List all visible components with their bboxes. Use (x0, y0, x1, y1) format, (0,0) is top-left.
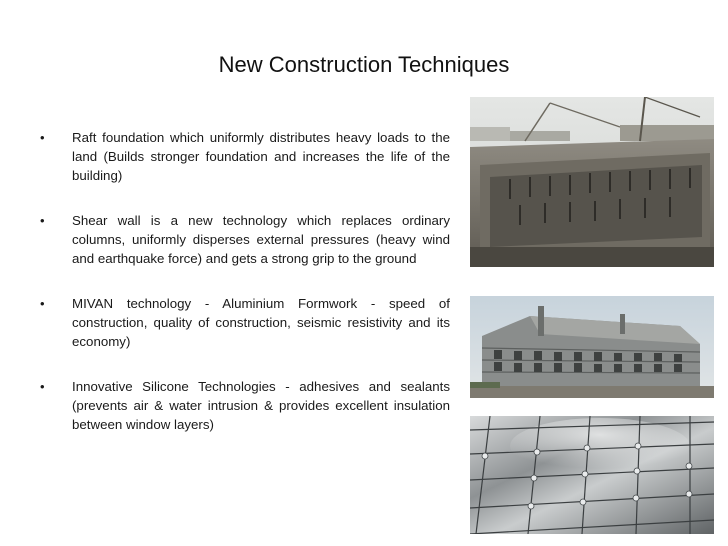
bullet-text: Shear wall is a new technology which replaces ordinary columns, uniformly disperses external pressures (heavy wind and earthquake force) and gets a strong grip to the ground (72, 213, 450, 266)
bullet-glyph: • (40, 213, 45, 228)
bullet-glyph: • (40, 130, 45, 145)
bullet-text: Raft foundation which uniformly distributes heavy loads to the land (Builds stronger foundation and increases the life of the building) (72, 130, 450, 183)
bullet-text: Innovative Silicone Technologies - adhesives and sealants (prevents air & water intrusion & provides excellent insulation between window layers) (72, 379, 450, 432)
bullet-glyph: • (40, 296, 45, 311)
bullet-item-raft-foundation (36, 128, 450, 185)
bullet-list (36, 128, 450, 460)
bullet-text: MIVAN technology - Aluminium Formwork - speed of construction, quality of construction, seismic resistivity and its economy) (72, 296, 450, 349)
bullet-item-silicone (36, 377, 450, 434)
bullet-item-shear-wall (36, 211, 450, 268)
building-construction-photo (470, 296, 714, 398)
slide-title: New Construction Techniques (218, 52, 510, 77)
silicone-glazing-photo (470, 416, 714, 534)
raft-foundation-photo (470, 97, 714, 267)
bullet-item-mivan (36, 294, 450, 351)
bullet-glyph: • (40, 379, 45, 394)
